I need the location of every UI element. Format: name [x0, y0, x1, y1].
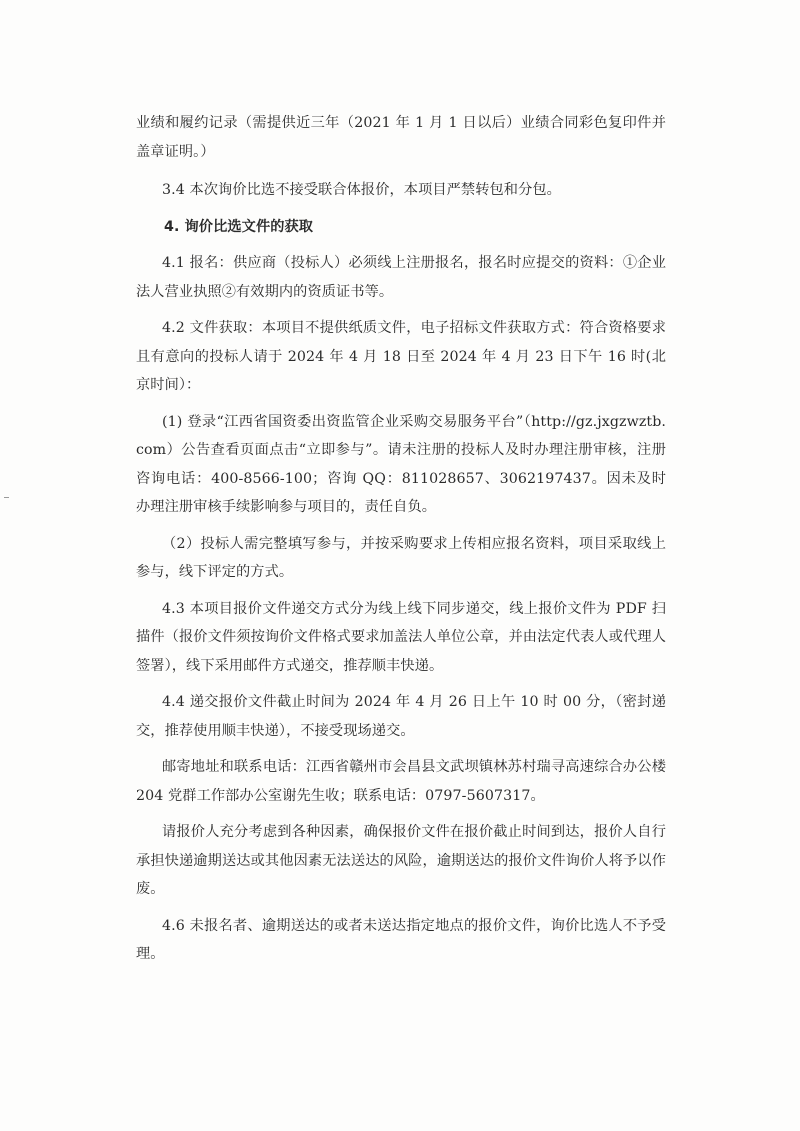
- paragraph-4-2-file-acquisition: 4.2 文件获取：本项目不提供纸质文件，电子招标文件获取方式：符合资格要求且有意向的投标人请于 2024 年 4 月 18 日至 2024 年 4 月 23 日下午 16 时(北京时间）：: [136, 320, 666, 393]
- paragraph-4-2-item-2: （2）投标人需完整填写参与，并按采购要求上传相应报名资料，项目采取线上参与，线下评定的方式。: [136, 535, 666, 580]
- document-body: [136, 109, 666, 969]
- paragraph-4-1-registration: 4.1 报名：供应商（投标人）必须线上注册报名，报名时应提交的资料：①企业法人营业执照②有效期内的资质证书等。: [136, 255, 666, 300]
- paragraph-4-2-item-1: (1) 登录“江西省国资委出资监管企业采购交易服务平台”（http://gz.jxgzwztb.com）公告查看页面点击“立即参与”。请未注册的投标人及时办理注册审核，注册咨询电话：400-8566-100；咨询 QQ：811028657、3062197437。因未及时办理注册审核手续影响参与项目的，责任自负。: [136, 413, 666, 515]
- paragraph-4-3-submission-method: 4.3 本项目报价文件递交方式分为线上线下同步递交，线上报价文件为 PDF 扫描件（报价文件须按询价文件格式要求加盖法人单位公章，并由法定代表人或代理人签署），线下采用邮件方式递交，推荐顺丰快递。: [136, 600, 666, 674]
- paragraph-4-4-deadline: 4.4 递交报价文件截止时间为 2024 年 4 月 26 日上午 10 时 00 分，（密封递交，推荐使用顺丰快递），不接受现场递交。: [136, 694, 666, 739]
- margin-mark: [4, 497, 9, 498]
- paragraph-mailing-address: 邮寄地址和联系电话：江西省赣州市会昌县文武坝镇林苏村瑞寻高速综合办公楼 204 党群工作部办公室谢先生收；联系电话：0797-5607317。: [136, 759, 666, 804]
- section-heading-4: 4. 询价比选文件的获取: [164, 218, 314, 235]
- paragraph-risk-notice: 请报价人充分考虑到各种因素，确保报价文件在报价截止时间到达，报价人自行承担快递逾期送达或其他因素无法送达的风险，逾期送达的报价文件询价人将予以作废。: [136, 824, 666, 897]
- paragraph-4-6-rejection: 4.6 未报名者、逾期送达的或者未送达指定地点的报价文件，询价比选人不予受理。: [136, 917, 666, 962]
- paragraph-3-4-no-consortium: 3.4 本次询价比选不接受联合体报价，本项目严禁转包和分包。: [162, 182, 561, 198]
- paragraph-performance-records: 业绩和履约记录（需提供近三年（2021 年 1 月 1 日以后）业绩合同彩色复印件并盖章证明。）: [136, 115, 666, 160]
